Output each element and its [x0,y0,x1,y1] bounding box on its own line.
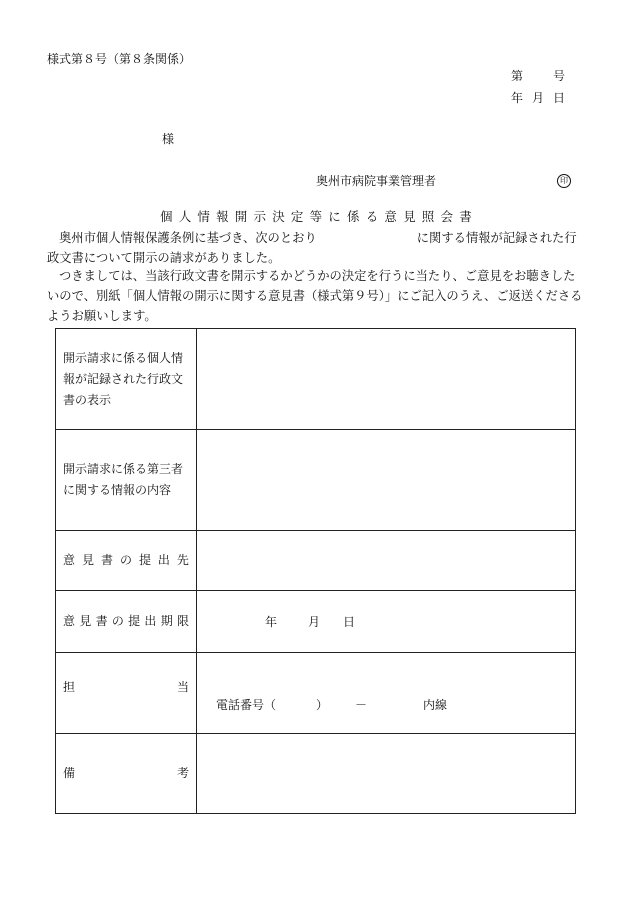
table-row [56,329,576,430]
row-label-remarks [56,734,197,814]
row-value-remarks[interactable] [197,734,576,814]
form-number-label: 様式第８号（第８条関係） [47,52,192,66]
deadline-month: 月 [308,615,321,629]
document-date-field [511,92,565,104]
number-prefix: 第 [511,69,524,83]
row-value-contact-person[interactable] [197,653,576,734]
phone-label: 電話番号（ [216,697,277,712]
row-label-document: 開示請求に係る個人情報が記録された行政文書の表示 [56,329,197,430]
table-row [56,653,576,734]
intro-text-part2: に関する情報が記録された行政文書について開示の請求がありました。 [47,231,577,265]
label-char: 備 [63,766,76,780]
document-title: 個人情報開示決定等に係る意見照会書 [160,209,478,224]
label-char: 提 [138,553,151,567]
row-value-submission-destination[interactable] [197,531,576,591]
label-char: 考 [176,766,189,780]
label-char: の [111,614,124,628]
table-row [56,591,576,653]
phone-dash: － [355,697,368,712]
label-char: 当 [176,680,189,694]
date-month: 月 [532,91,545,105]
label-char: 書 [100,553,113,567]
date-year: 年 [511,91,524,105]
label-char: 意 [63,553,76,567]
label-char: 提 [128,614,141,628]
phone-close-paren: ） [316,697,329,712]
label-char: 書 [95,614,108,628]
seal-mark: 印 [557,174,571,188]
label-char: 出 [157,553,170,567]
inquiry-table [55,328,576,814]
label-char: 先 [176,553,189,567]
label-char: 見 [79,614,92,628]
row-label-third-party-info: 開示請求に係る第三者に関する情報の内容 [56,430,197,531]
label-char: の [119,553,132,567]
intro-text-part1: 奥州市個人情報保護条例に基づき、次のとおり [59,231,317,245]
request-paragraph [47,266,583,326]
date-day: 日 [553,91,566,105]
table-row [56,531,576,591]
document-number-field [511,70,565,82]
label-char: 出 [144,614,157,628]
label-char: 期 [160,614,173,628]
row-label-submission-destination [56,531,197,591]
row-value-submission-deadline[interactable] [197,591,576,653]
row-value-document[interactable] [197,329,576,430]
label-char: 意 [63,614,76,628]
row-label-contact-person [56,653,197,734]
addressee-honorific: 様 [162,132,175,146]
request-text: つきましては、当該行政文書を開示するかどうかの決定を行うに当たり、ご意見をお聴きしたいので、別紙「個人情報の開示に関する意見書（様式第９号）」にご記入のうえ、ご返送くださるようお願いします。 [47,269,583,323]
sender-name: 奥州市病院事業管理者 [316,174,437,188]
extension-label: 内線 [423,697,448,712]
table-row [56,430,576,531]
intro-paragraph [47,228,583,268]
label-char: 担 [63,680,76,694]
number-suffix: 号 [553,69,566,83]
row-label-submission-deadline [56,591,197,653]
deadline-year: 年 [265,615,278,629]
label-char: 限 [176,614,189,628]
deadline-day: 日 [343,615,356,629]
label-char: 見 [81,553,94,567]
row-value-third-party-info[interactable] [197,430,576,531]
table-row [56,734,576,814]
